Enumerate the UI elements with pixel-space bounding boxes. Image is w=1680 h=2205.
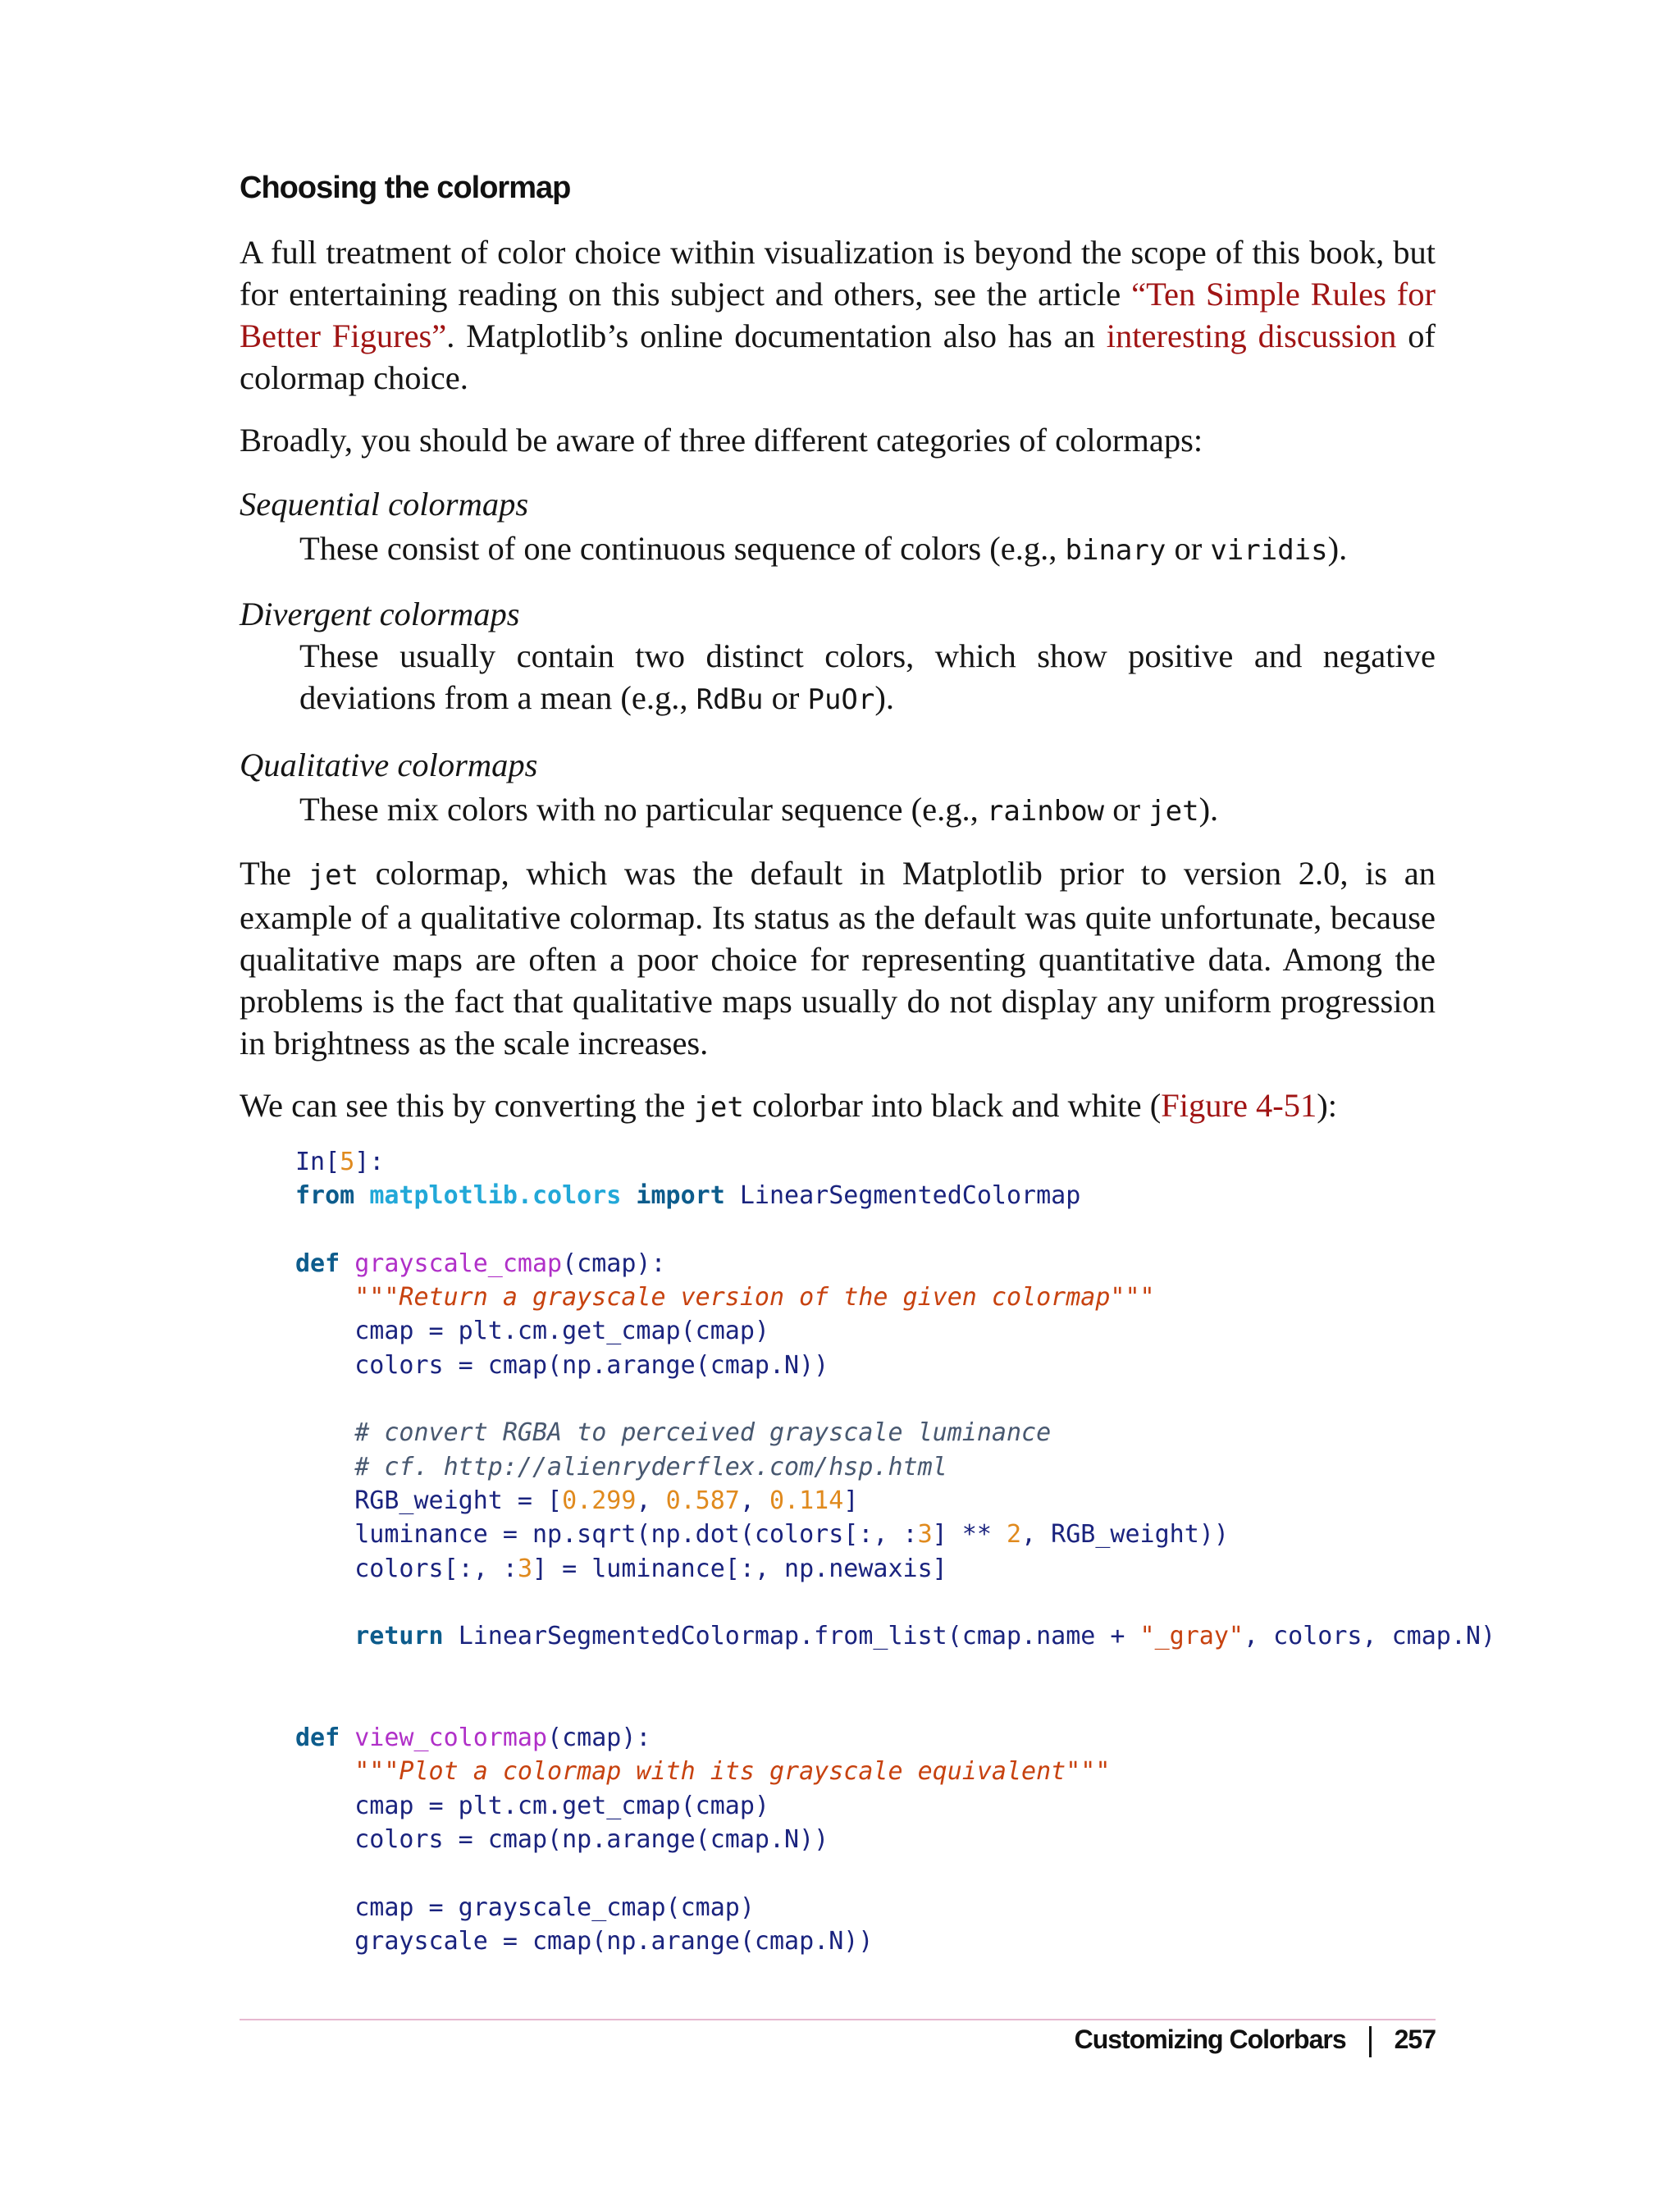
def-text: ). <box>1327 530 1348 567</box>
comment-luminance: # convert RGBA to perceived grayscale luminance <box>354 1418 1052 1448</box>
term-sequential: Sequential colormaps <box>240 486 529 523</box>
colors-line-2: colors = cmap(np.arange(cmap.N)) <box>354 1824 829 1854</box>
rgb-weight-line: RGB_weight = [0.299, 0.587, 0.114] <box>354 1486 859 1515</box>
return-line: return LinearSegmentedColormap.from_list(cmap.name + "_gray", colors, cmap.N) <box>354 1622 1496 1651</box>
intro-text-1: A full treatment of color choice within visualization is beyond the scope of this book, but for entertaining reading on this subject and others, see the article <box>240 234 1436 313</box>
jet-paragraph <box>240 852 1436 1064</box>
section-heading: Choosing the colormap <box>240 171 571 205</box>
comment-url: # cf. http://alienryderflex.com/hsp.html <box>354 1452 947 1481</box>
def-view-line: def view_colormap(cmap): <box>295 1723 651 1753</box>
figure-4-51-link[interactable]: Figure 4-51 <box>1161 1087 1317 1124</box>
code-rdbu: RdBu <box>696 683 764 716</box>
code-jet: jet <box>1148 795 1199 828</box>
footer-rule <box>240 2019 1436 2020</box>
see-text-1: We can see this by converting the <box>240 1087 694 1124</box>
def-text: These consist of one continuous sequence of colors (e.g., <box>299 530 1066 567</box>
code-puor: PuOr <box>807 683 875 716</box>
import-line: from matplotlib.colors import LinearSegmentedColormap <box>295 1181 1081 1211</box>
code-binary: binary <box>1065 534 1166 567</box>
colors-assign-line: colors[:, :3] = luminance[:, np.newaxis] <box>354 1554 947 1583</box>
see-text-2: colorbar into black and white ( <box>743 1087 1162 1124</box>
code-viridis: viridis <box>1210 534 1328 567</box>
get-cmap-line: cmap = plt.cm.get_cmap(cmap) <box>354 1317 769 1346</box>
jet-text-1: The <box>240 855 308 892</box>
interesting-discussion-link[interactable]: interesting discussion <box>1106 317 1397 354</box>
ten-simple-rules-link[interactable]: “Ten Simple Rules for Better Figures” <box>240 276 1436 354</box>
docstring-view: """Plot a colormap with its grayscale equivalent""" <box>354 1757 1111 1787</box>
jet-text-2: colormap, which was the default in Matplotlib prior to version 2.0, is an example of a qualitative colormap. Its status as the default was quite unfortunate, because qualitative maps are often a poor choice for representing quantitative data. Among the problems is the fact that qualitative maps usually do not display any uniform progression in brightness as the scale increases. <box>240 855 1436 1061</box>
page-footer <box>1075 2025 1436 2057</box>
luminance-line: luminance = np.sqrt(np.dot(colors[:, :3] ** 2, RGB_weight)) <box>354 1520 1229 1550</box>
intro-text-3: of colormap choice. <box>240 317 1436 396</box>
intro-paragraph <box>240 231 1436 399</box>
get-cmap-line-2: cmap = plt.cm.get_cmap(cmap) <box>354 1791 769 1820</box>
see-text-3: ): <box>1317 1087 1338 1124</box>
page-number: 257 <box>1394 2025 1436 2054</box>
colors-line: colors = cmap(np.arange(cmap.N)) <box>354 1350 829 1380</box>
def-text: These mix colors with no particular sequence (e.g., <box>299 791 987 828</box>
see-paragraph <box>240 1084 1436 1129</box>
categories-intro: Broadly, you should be aware of three different categories of colormaps: <box>240 422 1203 459</box>
term-qualitative: Qualitative colormaps <box>240 746 538 783</box>
def-text: or <box>763 679 808 716</box>
code-jet-colorbar: jet <box>693 1091 744 1124</box>
input-prompt: In[5]: <box>295 1148 385 1176</box>
grayscale-cmap-line: cmap = grayscale_cmap(cmap) <box>354 1892 755 1922</box>
def-text: or <box>1104 791 1149 828</box>
def-text: ). <box>1198 791 1219 828</box>
docstring-grayscale: """Return a grayscale version of the given colormap""" <box>354 1283 1155 1312</box>
code-block <box>295 1145 1495 1958</box>
term-divergent: Divergent colormaps <box>240 596 520 632</box>
grayscale-line: grayscale = cmap(np.arange(cmap.N)) <box>354 1926 874 1956</box>
def-grayscale-line: def grayscale_cmap(cmap): <box>295 1249 666 1278</box>
code-rainbow: rainbow <box>986 795 1105 828</box>
definition-sequential <box>299 527 1436 572</box>
def-text: These usually contain two distinct colors, which show positive and negative deviations from a mean (e.g., <box>299 637 1436 716</box>
definition-qualitative <box>299 788 1436 833</box>
footer-section-title: Customizing Colorbars <box>1074 2025 1346 2054</box>
definition-divergent <box>299 635 1436 721</box>
footer-separator <box>1369 2026 1372 2057</box>
def-text: or <box>1166 530 1211 567</box>
intro-text-2: . Matplotlib’s online documentation also has an <box>446 317 1107 354</box>
code-jet-inline: jet <box>308 859 359 892</box>
def-text: ). <box>874 679 894 716</box>
